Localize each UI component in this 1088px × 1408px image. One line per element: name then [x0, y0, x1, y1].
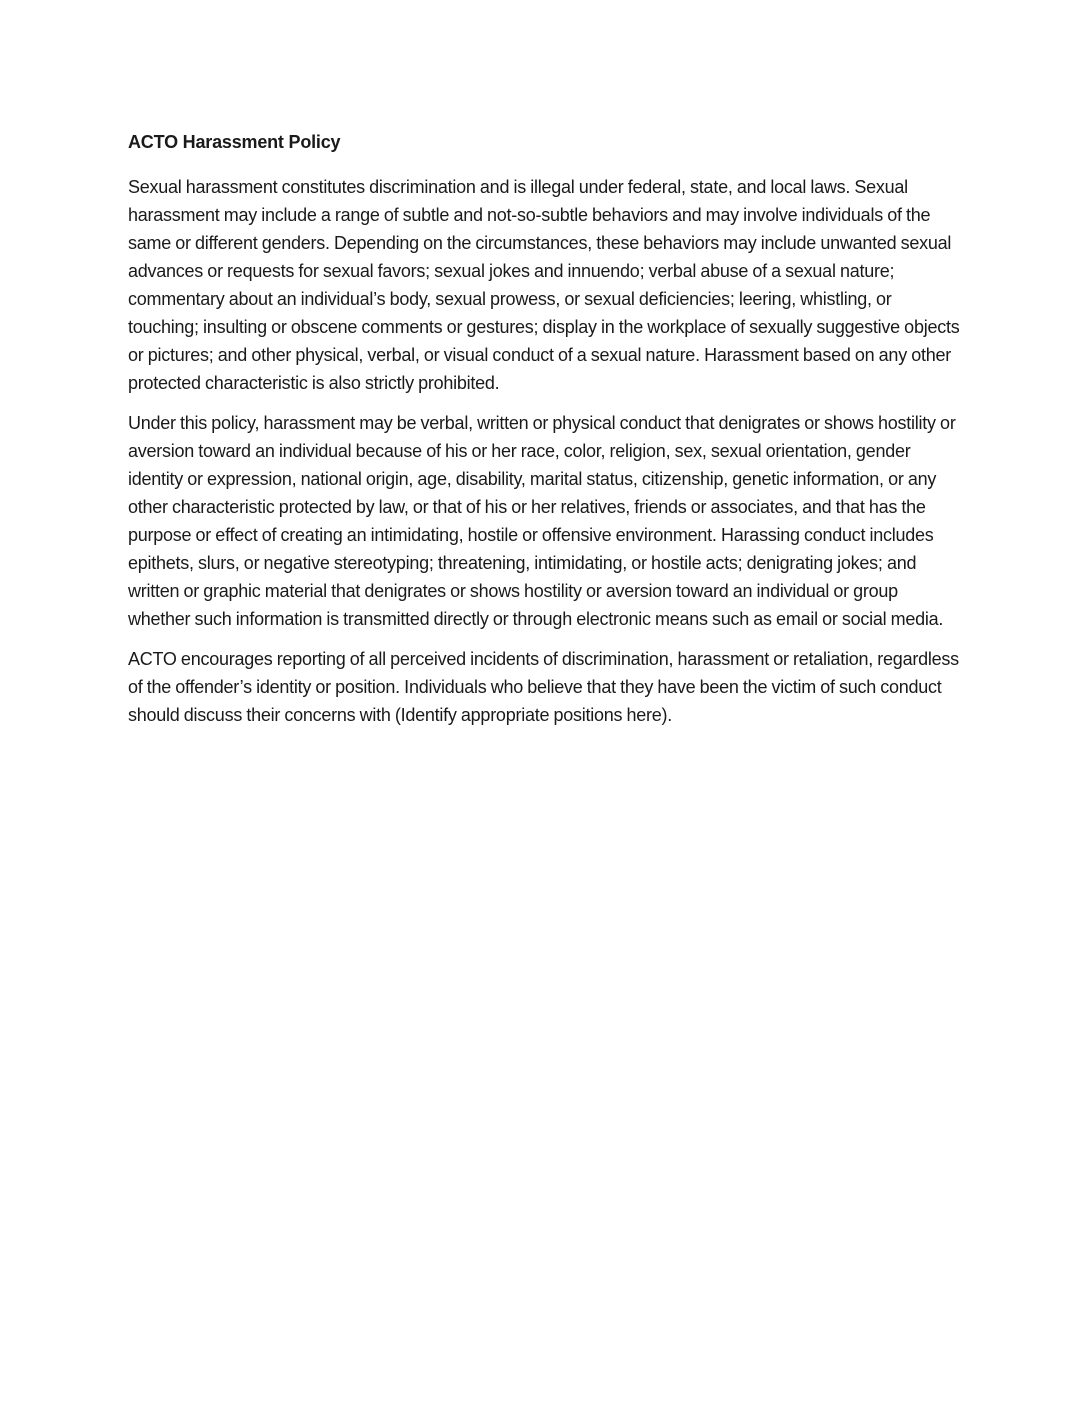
paragraph-reporting: ACTO encourages reporting of all perceived incidents of discrimination, harassment or retaliation, regardless of the offender’s identity or position. Individuals who believe that they have been the victim of such conduct should discuss their concerns with (Identify appropriate positions here). [128, 649, 959, 725]
paragraph-sexual-harassment: Sexual harassment constitutes discrimination and is illegal under federal, state, and local laws. Sexual harassment may include a range of subtle and not-so-subtle behaviors and may involve individuals of the same or different genders. Depending on the circumstances, these behaviors may include unwanted sexual advances or requests for sexual favors; sexual jokes and innuendo; verbal abuse of a sexual nature; commentary about an individual’s body, sexual prowess, or sexual deficiencies; leering, whistling, or touching; insulting or obscene comments or gestures; display in the workplace of sexually suggestive objects or pictures; and other physical, verbal, or visual conduct of a sexual nature. Harassment based on any other protected characteristic is also strictly prohibited. [128, 177, 960, 393]
document-title: ACTO Harassment Policy [128, 132, 341, 152]
document-page [128, 128, 964, 741]
paragraph-harassment-definition: Under this policy, harassment may be verbal, written or physical conduct that denigrates or shows hostility or aversion toward an individual because of his or her race, color, religion, sex, sexual orientation, gender identity or expression, national origin, age, disability, marital status, citizenship, genetic information, or any other characteristic protected by law, or that of his or her relatives, friends or associates, and that has the purpose or effect of creating an intimidating, hostile or offensive environment. Harassing conduct includes epithets, slurs, or negative stereotyping; threatening, intimidating, or hostile acts; denigrating jokes; and written or graphic material that denigrates or shows hostility or aversion toward an individual or group whether such information is transmitted directly or through electronic means such as email or social media. [128, 413, 956, 629]
